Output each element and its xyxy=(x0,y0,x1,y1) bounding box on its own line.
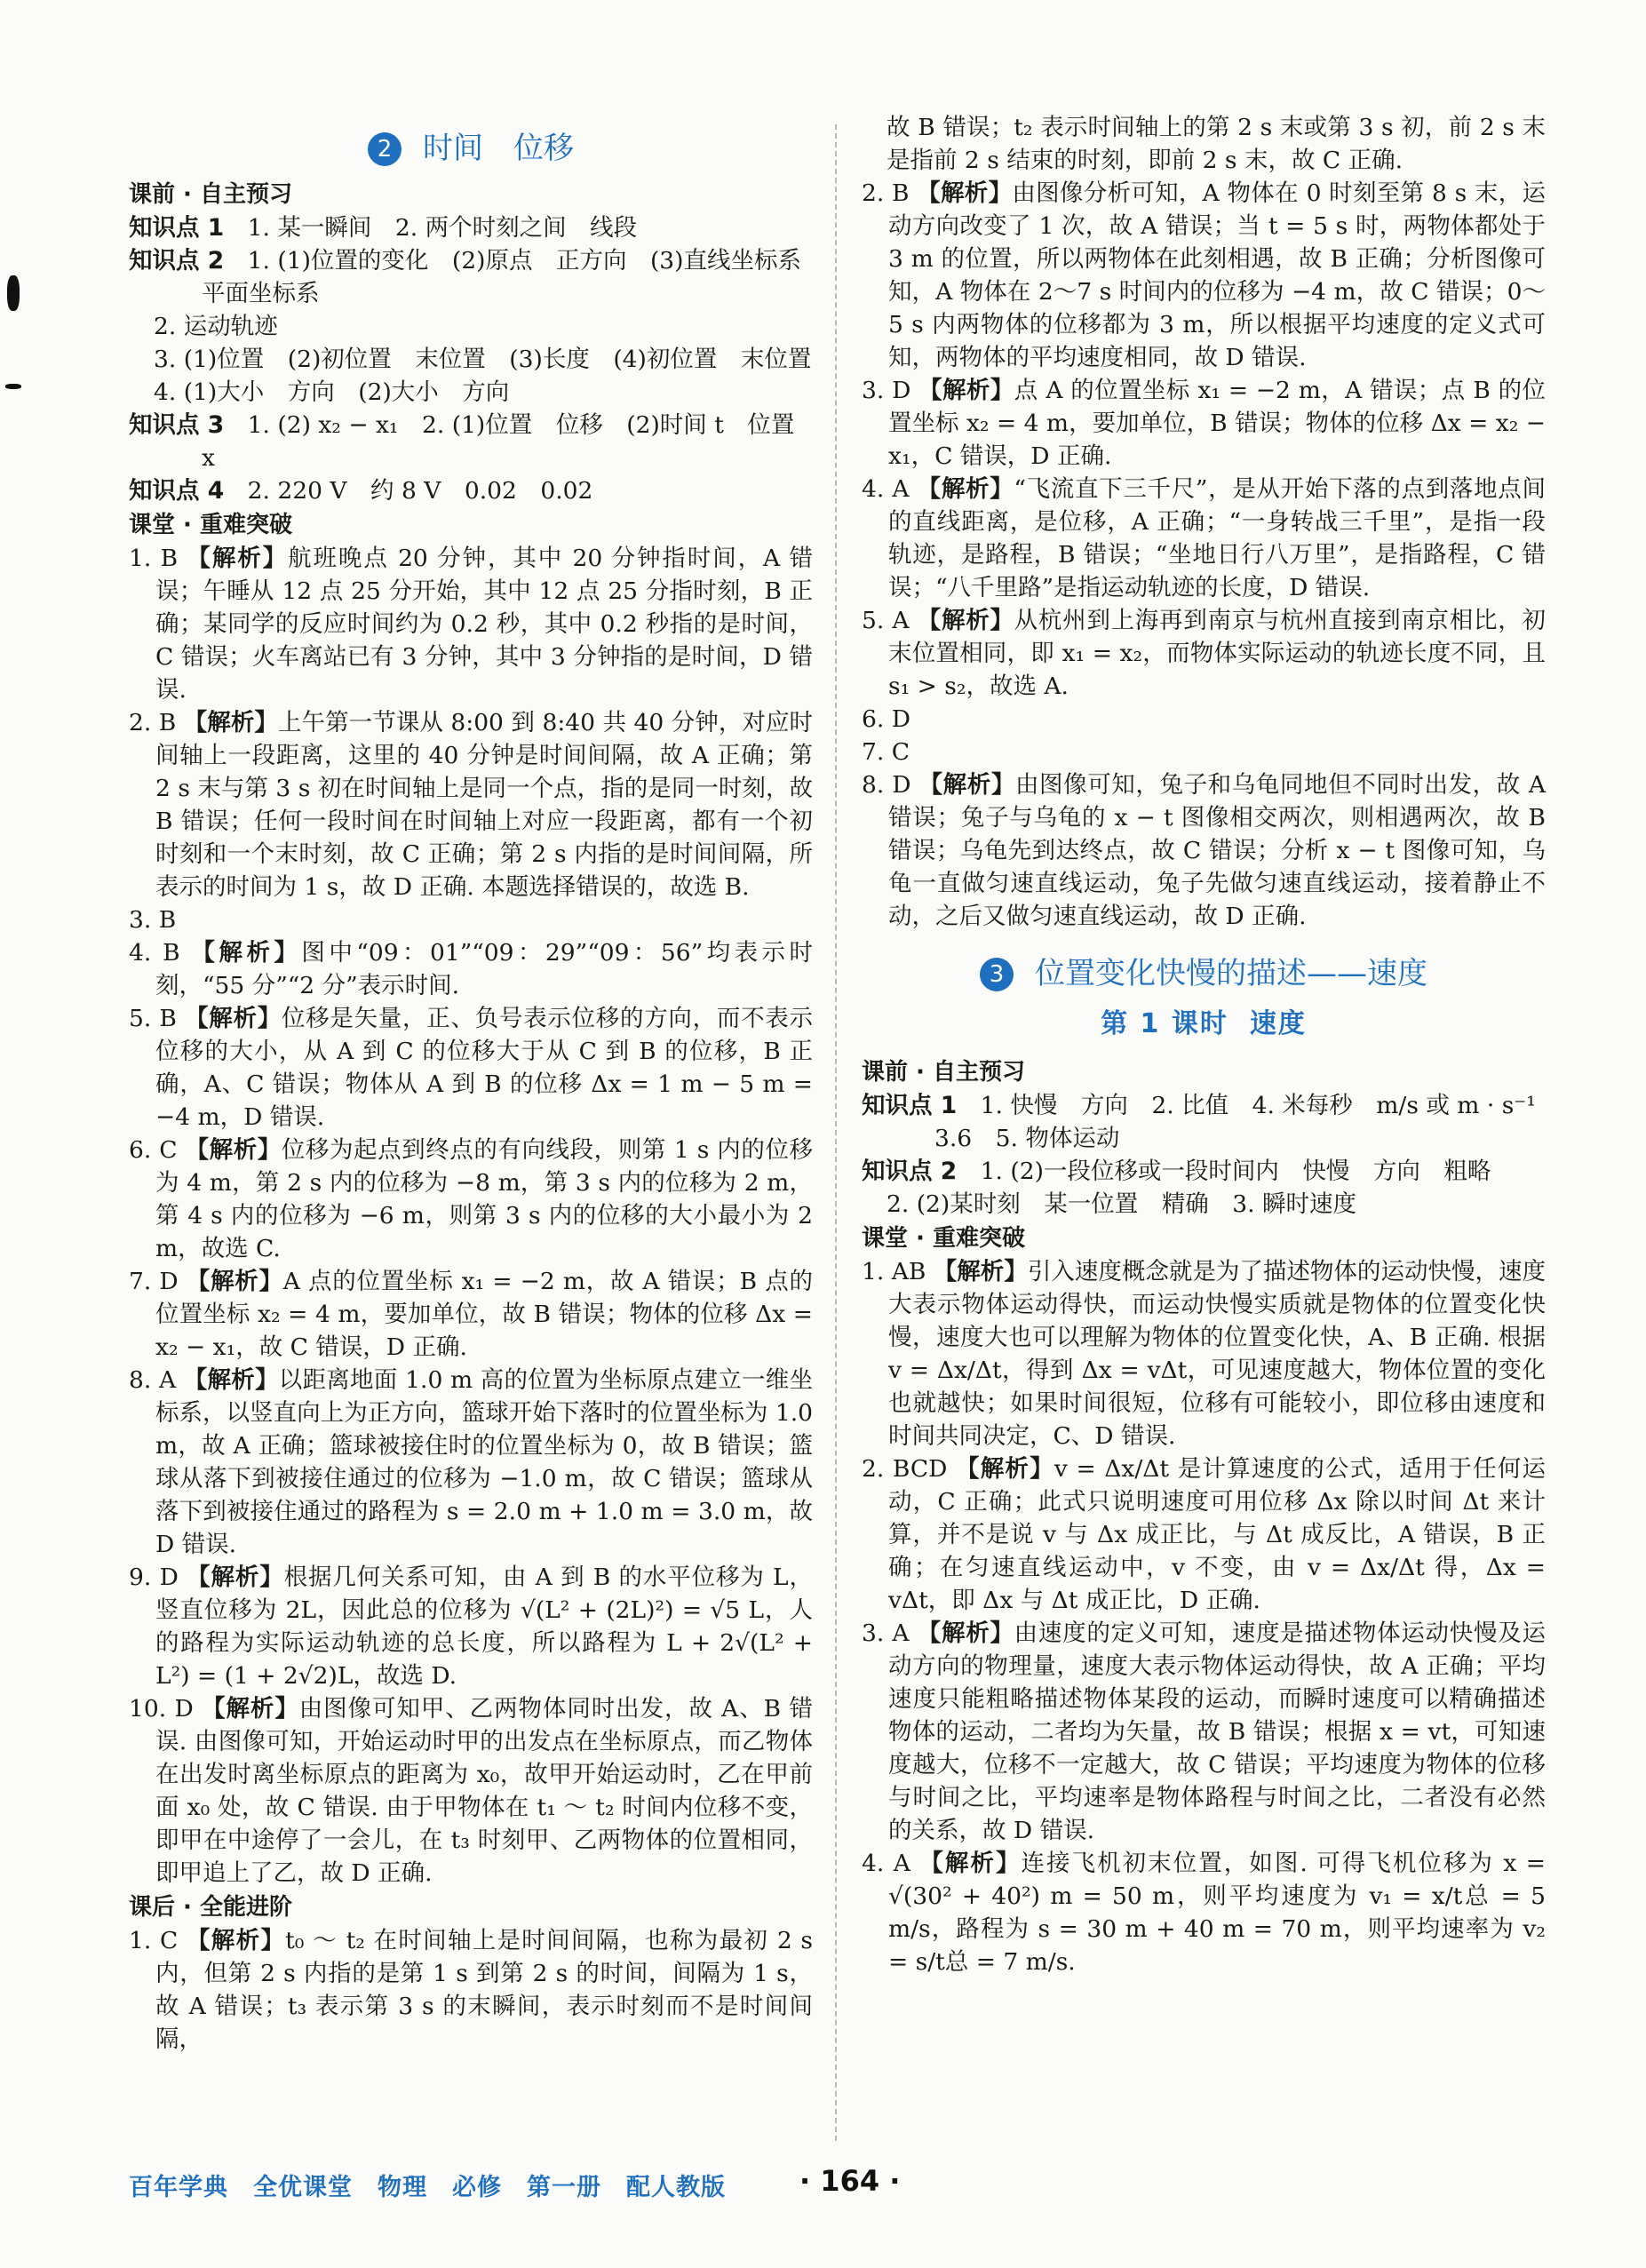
after-class-heading: 课后 · 全能进阶 xyxy=(129,1894,292,1921)
analysis-tag: 【解析】 xyxy=(183,1366,279,1394)
knowledge-point-text: 1. (2)一段位移或一段时间内 快慢 方向 粗略 xyxy=(980,1158,1491,1185)
classroom-answers xyxy=(862,1255,1546,1978)
after-class-answers xyxy=(129,1924,813,2056)
answer-choice: 2. BCD xyxy=(862,1455,948,1483)
ink-mark xyxy=(7,275,20,311)
answer-choice: 10. D xyxy=(129,1695,194,1723)
knowledge-points xyxy=(862,1089,1560,1221)
answer-item xyxy=(129,1002,813,1134)
analysis-text: v = Δx/Δt 是计算速度的公式，适用于任何运动，C 正确；此式只说明速度可用位移 Δx 除以时间 Δt 来计算，并不是说 v 与 Δx 成正比，与 Δt 成反比，A 错误，B 正确；在匀速直线运动中，v 不变，由 v = Δx/Δt 得，Δx = vΔt，即 Δx 与 Δt 成正比，D 正确. xyxy=(888,1455,1546,1614)
answer-choice: 3. A xyxy=(862,1619,910,1647)
column-divider xyxy=(835,124,837,2141)
knowledge-point-line xyxy=(129,343,813,376)
analysis-text: “飞流直下三千尺”，是从开始下落的点到落地点间的直线距离，是位移，A 正确；“一身转战三千里”，是指一段轨迹，是路程，B 错误；“坐地日行八万里”，是指路程，C 错误；“八千里路”是指运动轨迹的长度，D 错误. xyxy=(888,475,1546,601)
analysis-tag: 【解析】 xyxy=(183,709,278,736)
classroom-answers xyxy=(129,542,813,1890)
answer-item xyxy=(129,1134,813,1265)
knowledge-point-text: 1. (2) x₂ − x₁ 2. (1)位置 位移 (2)时间 t 位置 x xyxy=(202,411,795,472)
analysis-tag: 【解析】 xyxy=(918,377,1014,404)
analysis-text: 点 A 的位置坐标 x₁ = −2 m，A 错误；点 B 的位置坐标 x₂ = 4 m，要加单位，B 错误；物体的位移 Δx = x₂ − x₁，C 错误，D 正确. xyxy=(888,377,1546,470)
analysis-text: 引入速度概念就是为了描述物体的运动快慢，速度大表示物体运动得快，而运动快慢实质就是物体的位置变化快慢，速度大也可以理解为物体的位置变化快，A、B 正确. 根据 v = Δx/Δt，得到 Δx = vΔt，可见速度越大，物体位置的变化也就越快；如果时间很短，位移有可能较小，即位移由速度和时间共同决定，C、D 错误. xyxy=(888,1258,1546,1450)
knowledge-point-text: 3. (1)位置 (2)初位置 末位置 (3)长度 (4)初位置 末位置 xyxy=(154,346,812,373)
analysis-text: 由速度的定义可知，速度是描述物体运动快慢及运动方向的物理量，速度大表示物体运动得快，故 A 正确；平均速度只能粗略描述物体某段的运动，而瞬时速度可以精确描述物体的运动，二者均为矢量，故 B 错误；根据 x = vt，可知速度越大，位移不一定越大，故 C 错误；平均速度为物体的位移与时间之比，平均速率是物体路程与时间之比，二者没有必然的关系，故 D 错误. xyxy=(888,1619,1546,1844)
knowledge-point-label: 知识点 1 xyxy=(129,214,225,242)
analysis-tag: 【解析】 xyxy=(185,1136,282,1164)
answer-choice: 8. A xyxy=(129,1366,177,1394)
lesson-title xyxy=(862,1007,1546,1040)
answer-choice: 8. D xyxy=(862,771,911,799)
analysis-tag: 【解析】 xyxy=(919,1850,1022,1877)
analysis-tag: 【解析】 xyxy=(917,607,1014,634)
analysis-text: 由图像可知，兔子和乌龟同地但不同时出发，故 A 错误；兔子与乌龟的 x − t 图像相交两次，则相遇两次，故 B 错误；乌龟先到达终点，故 C 错误；分析 x − t 图像可知，乌龟一直做匀速直线运动，兔子先做匀速直线运动，接着静止不动，之后又做匀速直线运动，故 D 正确. xyxy=(888,771,1546,930)
knowledge-point-label: 知识点 1 xyxy=(862,1092,958,1119)
lesson-name: 速度 xyxy=(1249,1008,1307,1039)
analysis-tag: 【解析】 xyxy=(956,1455,1054,1483)
answer-choice: 4. A xyxy=(862,1850,910,1877)
answer-choice: 6. C xyxy=(129,1136,178,1164)
knowledge-point-line xyxy=(862,1188,1546,1221)
answer-choice: 5. B xyxy=(129,1005,177,1032)
analysis-tag: 【解析】 xyxy=(917,1619,1014,1647)
answer-item xyxy=(862,703,1546,736)
knowledge-point-text: 4. (1)大小 方向 (2)大小 方向 xyxy=(154,378,510,406)
answer-item xyxy=(862,374,1546,473)
analysis-tag: 【解析】 xyxy=(933,1258,1028,1285)
knowledge-point-line xyxy=(129,211,813,244)
knowledge-point-label: 知识点 3 xyxy=(129,411,225,439)
continued-text: 故 B 错误；t₂ 表示时间轴上的第 2 s 末或第 3 s 初，前 2 s 末是指前 2 s 结束的时刻，即前 2 s 末，故 C 正确. xyxy=(887,114,1546,174)
answer-item xyxy=(862,736,1546,768)
knowledge-point-line xyxy=(129,474,813,507)
classroom-heading: 课堂 · 重难突破 xyxy=(129,512,292,538)
answer-item xyxy=(129,1692,813,1890)
analysis-text: t₀ ～ t₂ 在时间轴上是时间间隔，也称为最初 2 s 内，但第 2 s 内指的是第 1 s 到第 2 s 的时间，间隔为 1 s，故 A 错误；t₃ 表示第 3 s 的末瞬间，表示时刻而不是时间间隔， xyxy=(155,1927,814,2053)
analysis-text: 图中“09：01”“09：29”“09：56”均表示时刻，“55 分”“2 分”表示时间. xyxy=(155,939,813,999)
answer-item xyxy=(862,1452,1546,1617)
page-number: · 164 · xyxy=(799,2164,901,2198)
analysis-tag: 【解析】 xyxy=(186,1268,283,1295)
answer-choice: 1. C xyxy=(129,1927,179,1954)
analysis-tag: 【解析】 xyxy=(918,771,1015,799)
knowledge-point-line xyxy=(129,409,813,474)
section-title-text: 位置变化快慢的描述——速度 xyxy=(1035,956,1427,991)
answer-item xyxy=(129,903,813,936)
analysis-tag: 【解析】 xyxy=(202,1695,299,1723)
pre-study-heading: 课前 · 自主预习 xyxy=(129,181,292,208)
knowledge-point-label: 知识点 2 xyxy=(129,247,225,275)
analysis-text: 由图像可知甲、乙两物体同时出发，故 A、B 错误. 由图像可知，开始运动时甲的出发点在坐标原点，而乙物体在出发时离坐标原点的距离为 x₀，故甲开始运动时，乙在甲前面 x₀ 处，故 C 错误. 由于甲物体在 t₁ ～ t₂ 时间内位移不变，即甲在中途停了一会儿，在 t₃ 时刻甲、乙两物体的位置相同，即甲追上了乙，故 D 正确. xyxy=(155,1695,813,1887)
classroom-heading: 课堂 · 重难突破 xyxy=(862,1225,1025,1252)
answer-item xyxy=(129,936,813,1002)
analysis-tag: 【解析】 xyxy=(191,939,302,967)
answer-choice: 3. D xyxy=(862,377,911,404)
answer-choice: 7. C xyxy=(862,738,910,766)
analysis-text: 航班晚点 20 分钟，其中 20 分钟指时间，A 错误；午睡从 12 点 25 分开始，其中 12 点 25 分指时刻，B 正确；某同学的反应时间约为 0.2 秒，其中 0.2 秒指的是时间，C 错误；火车离站已有 3 分钟，其中 3 分钟指的是时间，D 错误. xyxy=(155,545,813,704)
after-class-answers-cont xyxy=(862,177,1546,933)
answer-item xyxy=(129,1364,813,1561)
analysis-tag: 【解析】 xyxy=(187,545,289,572)
section-number-badge: 3 xyxy=(980,958,1014,991)
answer-choice: 3. B xyxy=(129,906,177,934)
answer-item xyxy=(129,706,813,903)
pre-study-heading: 课前 · 自主预习 xyxy=(862,1059,1025,1086)
analysis-tag: 【解析】 xyxy=(187,1927,286,1954)
answer-item xyxy=(862,1617,1546,1847)
knowledge-point-line xyxy=(862,1155,1546,1188)
answer-choice: 9. D xyxy=(129,1564,179,1591)
analysis-tag: 【解析】 xyxy=(187,1564,284,1591)
section-title xyxy=(129,127,813,170)
answer-item xyxy=(129,1265,813,1364)
answer-choice: 4. A xyxy=(862,475,910,503)
knowledge-point-text: 1. 快慢 方向 2. 比值 4. 米每秒 m/s 或 m · s⁻¹ 3.6 5. 物体运动 xyxy=(934,1092,1560,1152)
analysis-text: 由图像分析可知，A 物体在 0 时刻至第 8 s 末，运动方向改变了 1 次，故 A 错误；当 t = 5 s 时，两物体都处于 3 m 的位置，所以两物体在此刻相遇，故 B 正确；分析图像可知，A 物体在 2～7 s 时间内的位移为 −4 m，故 C 错误；0～5 s 内两物体的位移都为 3 m，所以根据平均速度的定义式可知，两物体的平均速度相同，故 D 错误. xyxy=(888,179,1546,371)
answer-item xyxy=(129,542,813,706)
analysis-text: 位移是矢量，正、负号表示位移的方向，而不表示位移的大小，从 A 到 C 的位移大于从 C 到 B 的位移，B 正确，A、C 错误；物体从 A 到 B 的位移 Δx = 1 m − 5 m = −4 m，D 错误. xyxy=(155,1005,814,1131)
lesson-number: 第 1 课时 xyxy=(1101,1008,1229,1039)
answer-item xyxy=(862,1255,1546,1452)
knowledge-point-text: 1. (1)位置的变化 (2)原点 正方向 (3)直线坐标系 平面坐标系 xyxy=(202,247,825,307)
knowledge-point-label: 知识点 4 xyxy=(129,477,225,505)
footer-book-title: 百年学典 全优课堂 物理 必修 第一册 配人教版 xyxy=(129,2174,726,2201)
analysis-tag: 【解析】 xyxy=(917,179,1013,207)
answer-item xyxy=(862,473,1546,604)
answer-choice: 1. AB xyxy=(862,1258,926,1285)
answer-item xyxy=(862,177,1546,374)
answer-item xyxy=(129,1561,813,1692)
answer-choice: 1. B xyxy=(129,545,179,572)
knowledge-point-line xyxy=(129,376,813,409)
analysis-text: 位移为起点到终点的有向线段，则第 1 s 内的位移为 4 m，第 2 s 内的位移为 −8 m，第 3 s 内的位移为 2 m，第 4 s 内的位移为 −6 m，则第 3 s 内的位移的大小最小为 2 m，故选 C. xyxy=(155,1136,814,1262)
knowledge-points xyxy=(129,211,825,507)
section-title-text: 时间 位移 xyxy=(423,131,574,166)
answer-choice: 6. D xyxy=(862,705,910,733)
analysis-text: A 点的位置坐标 x₁ = −2 m，故 A 错误；B 点的位置坐标 x₂ = 4 m，要加单位，故 B 错误；物体的位移 Δx = x₂ − x₁，故 C 错误，D 正确. xyxy=(155,1268,813,1361)
knowledge-point-line xyxy=(129,244,825,310)
left-column xyxy=(129,111,825,2056)
analysis-text: 以距离地面 1.0 m 高的位置为坐标原点建立一维坐标系，以竖直向上为正方向，篮球开始下落时的位置坐标为 1.0 m，故 A 正确；篮球被接住时的位置坐标为 0，故 B 错误；篮球从落下到被接住通过的位移为 −1.0 m，故 C 错误；篮球从落下到被接住通过的路程为 s = 2.0 m + 1.0 m = 3.0 m，故 D 错误. xyxy=(155,1366,813,1558)
answer-item xyxy=(129,1924,813,2056)
knowledge-point-text: 2. (2)某时刻 某一位置 精确 3. 瞬时速度 xyxy=(887,1190,1356,1218)
analysis-text: 根据几何关系可知，由 A 到 B 的水平位移为 L，竖直位移为 2L，因此总的位移为 √(L² + (2L)²) = √5 L，人的路程为实际运动轨迹的总长度，所以路程为 L + 2√(L² + L²) = (1 + 2√2)L，故选 D. xyxy=(155,1564,813,1690)
analysis-tag: 【解析】 xyxy=(917,475,1014,503)
ink-mark xyxy=(5,384,21,389)
answer-choice: 2. B xyxy=(862,179,910,207)
answer-choice: 2. B xyxy=(129,709,177,736)
answer-choice: 5. A xyxy=(862,607,910,634)
knowledge-point-line xyxy=(862,1089,1560,1155)
section-title xyxy=(862,952,1546,995)
knowledge-point-text: 2. 220 V 约 8 V 0.02 0.02 xyxy=(247,477,593,505)
answer-choice: 7. D xyxy=(129,1268,179,1295)
knowledge-point-text: 1. 某一瞬间 2. 两个时刻之间 线段 xyxy=(247,214,638,242)
answer-item xyxy=(862,768,1546,933)
knowledge-point-line xyxy=(129,310,813,343)
analysis-text: 上午第一节课从 8:00 到 8:40 共 40 分钟，对应时间轴上一段距离，这里的 40 分钟是时间间隔，故 A 正确；第 2 s 末与第 3 s 初在时间轴上是同一个点，指的是同一时刻，故 B 错误；任何一段时间在时间轴上对应一段距离，都有一个初时刻和一个末时刻，故 C 正确；第 2 s 内指的是时间间隔，所表示的时间为 1 s，故 D 正确. 本题选择错误的，故选 B. xyxy=(155,709,814,901)
knowledge-point-text: 2. 运动轨迹 xyxy=(154,313,278,340)
knowledge-point-label: 知识点 2 xyxy=(862,1158,958,1185)
answer-item xyxy=(862,1847,1546,1978)
analysis-text: 连接飞机初末位置，如图. 可得飞机位移为 x = √(30² + 40²) m = 50 m，则平均速度为 v₁ = x/t总 = 5 m/s，路程为 s = 30 m + 40 m = 70 m，则平均速率为 v₂ = s/t总 = 7 m/s. xyxy=(888,1850,1547,1976)
analysis-tag: 【解析】 xyxy=(185,1005,282,1032)
answer-item xyxy=(862,604,1546,703)
right-column xyxy=(862,111,1560,1978)
analysis-text: 从杭州到上海再到南京与杭州直接到南京相比，初末位置相同，即 x₁ = x₂，而物体实际运动的轨迹长度不同，且 s₁ > s₂，故选 A. xyxy=(888,607,1546,700)
answer-choice: 4. B xyxy=(129,939,180,967)
section-number-badge: 2 xyxy=(368,132,402,166)
